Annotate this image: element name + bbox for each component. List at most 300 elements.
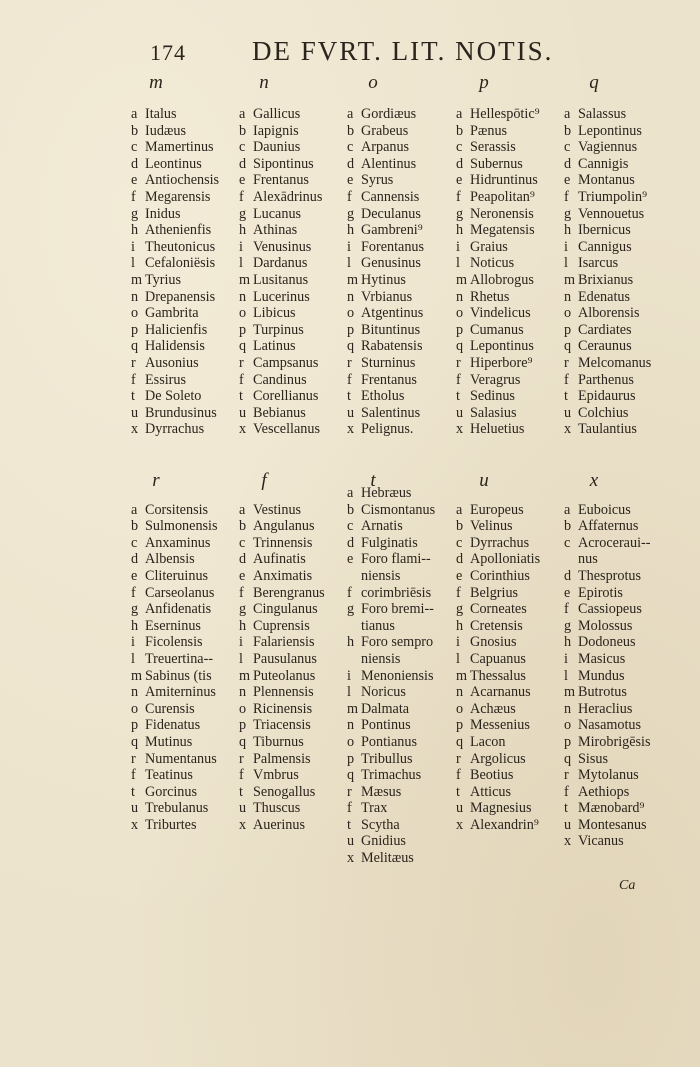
entry-name: Taulantius — [578, 421, 637, 438]
abbreviation-entry — [239, 123, 322, 140]
entry-name: Acroceraui-- — [578, 534, 651, 551]
abbreviation-entry — [347, 701, 435, 718]
entry-letter: q — [239, 338, 247, 355]
entry-name: Peapolitan⁹ — [470, 188, 535, 205]
abbreviation-entry — [456, 388, 540, 405]
entry-letter: n — [347, 717, 355, 734]
entry-name: Genusinus — [361, 255, 421, 272]
entry-name: Atticus — [470, 783, 511, 800]
abbreviation-entry — [239, 139, 322, 156]
entry-name: Gnidius — [361, 833, 406, 850]
entry-name: Menoniensis — [361, 667, 434, 684]
abbreviation-entry — [239, 751, 325, 768]
entry-letter: g — [347, 205, 355, 222]
entry-name: Arpanus — [361, 139, 410, 156]
abbreviation-entry — [347, 634, 435, 651]
entry-name: Dyrrachus — [145, 421, 205, 438]
entry-name: Trinnensis — [253, 534, 313, 551]
entry-column — [456, 502, 540, 834]
entry-letter: t — [347, 388, 351, 405]
entry-name: Cassiopeus — [578, 601, 642, 618]
abbreviation-entry — [456, 502, 540, 519]
entry-name: Fidenatus — [145, 717, 201, 734]
abbreviation-entry — [347, 123, 424, 140]
entry-letter: d — [239, 155, 247, 172]
entry-column — [456, 106, 540, 438]
entry-name: Corinthius — [470, 567, 530, 584]
abbreviation-entry — [456, 601, 540, 618]
entry-name: Mæsus — [361, 783, 402, 800]
abbreviation-entry — [131, 751, 218, 768]
entry-name: Beotius — [470, 767, 514, 784]
abbreviation-entry — [564, 222, 651, 239]
abbreviation-entry — [239, 518, 325, 535]
abbreviation-entry — [456, 551, 540, 568]
abbreviation-entry — [239, 372, 322, 389]
entry-name: Isarcus — [578, 255, 619, 272]
abbreviation-entry — [131, 322, 219, 339]
abbreviation-entry — [347, 518, 435, 535]
entry-name: Trebulanus — [145, 800, 209, 817]
entry-name: Senogallus — [253, 783, 316, 800]
entry-name: Thesprotus — [578, 567, 642, 584]
entry-name: Anximatis — [253, 567, 313, 584]
entry-letter: g — [131, 601, 139, 618]
entry-letter: g — [564, 617, 572, 634]
entry-letter: p — [347, 750, 355, 767]
abbreviation-entry — [347, 405, 424, 422]
entry-letter: n — [564, 288, 572, 305]
abbreviation-entry — [131, 568, 218, 585]
entry-name: Vescellanus — [253, 421, 320, 438]
abbreviation-entry — [131, 189, 219, 206]
entry-letter: t — [347, 816, 351, 833]
entry-name: Achæus — [470, 700, 516, 717]
entry-letter: t — [564, 800, 568, 817]
abbreviation-entry — [456, 800, 540, 817]
abbreviation-entry — [131, 634, 218, 651]
abbreviation-entry — [564, 551, 651, 568]
abbreviation-entry — [131, 734, 218, 751]
entry-name: Bebianus — [253, 404, 306, 421]
entry-letter: g — [564, 205, 572, 222]
entry-letter: r — [131, 750, 136, 767]
entry-name: Antiochensis — [145, 172, 220, 189]
abbreviation-entry — [239, 338, 322, 355]
entry-name: Heluetius — [470, 421, 525, 438]
entry-letter: l — [347, 684, 351, 701]
entry-name: Auerinus — [253, 816, 306, 833]
entry-name: Scytha — [361, 816, 400, 833]
entry-letter: x — [131, 421, 139, 438]
column-letter-heading: q — [589, 72, 599, 93]
entry-name: Treuertina-- — [145, 650, 214, 667]
abbreviation-entry — [347, 388, 424, 405]
entry-letter: u — [456, 404, 464, 421]
entry-letter: m — [347, 271, 359, 288]
entry-name: Mænobard⁹ — [578, 800, 645, 817]
entry-name: Cingulanus — [253, 601, 318, 618]
abbreviation-entry — [564, 751, 651, 768]
entry-name: Molossus — [578, 617, 633, 634]
entry-letter: d — [347, 155, 355, 172]
abbreviation-entry — [456, 189, 540, 206]
entry-letter: p — [564, 321, 572, 338]
entry-name: Carseolanus — [145, 584, 215, 601]
entry-letter: q — [239, 733, 247, 750]
entry-letter: h — [131, 222, 139, 239]
entry-letter: t — [456, 783, 460, 800]
abbreviation-entry — [347, 651, 435, 668]
entry-name: nus — [578, 551, 598, 568]
entry-name: Atgentinus — [361, 305, 424, 322]
abbreviation-entry — [239, 568, 325, 585]
entry-name: Curensis — [145, 700, 195, 717]
abbreviation-entry — [239, 172, 322, 189]
entry-letter: n — [131, 684, 139, 701]
entry-name: Berengranus — [253, 584, 325, 601]
entry-name: Alexandrin⁹ — [470, 816, 539, 833]
entry-name: Halicienfis — [145, 321, 208, 338]
abbreviation-entry — [239, 535, 325, 552]
abbreviation-entry — [456, 751, 540, 768]
entry-letter: o — [456, 700, 464, 717]
entry-name: niensis — [361, 650, 401, 667]
abbreviation-entry — [456, 535, 540, 552]
entry-name: Salassus — [578, 106, 627, 122]
abbreviation-entry — [239, 222, 322, 239]
entry-name: Ausonius — [145, 354, 199, 371]
entry-letter: g — [239, 601, 247, 618]
entry-name: Rabatensis — [361, 338, 423, 355]
abbreviation-entry — [347, 255, 424, 272]
entry-name: Sedinus — [470, 388, 515, 405]
abbreviation-entry — [239, 651, 325, 668]
entry-name: Anxaminus — [145, 534, 211, 551]
entry-column — [131, 106, 219, 438]
entry-letter: h — [347, 634, 355, 651]
entry-name: Veragrus — [470, 371, 521, 388]
entry-letter: c — [131, 139, 138, 156]
entry-name: Dodoneus — [578, 634, 636, 651]
abbreviation-entry — [239, 502, 325, 519]
abbreviation-entry — [239, 634, 325, 651]
abbreviation-entry — [564, 322, 651, 339]
entry-name: Syrus — [361, 172, 394, 189]
abbreviation-entry — [564, 717, 651, 734]
entry-letter: h — [456, 617, 464, 634]
entry-letter: m — [456, 271, 468, 288]
entry-letter: x — [564, 421, 572, 438]
entry-name: Aufinatis — [253, 551, 306, 568]
entry-letter: f — [239, 584, 244, 601]
abbreviation-entry — [131, 717, 218, 734]
entry-letter: n — [456, 684, 464, 701]
entry-name: Corsitensis — [145, 501, 209, 518]
entry-name: Cismontanus — [361, 501, 436, 518]
abbreviation-entry — [347, 139, 424, 156]
entry-name: Foro flami-- — [361, 551, 431, 568]
abbreviation-entry — [564, 817, 651, 834]
abbreviation-entry — [131, 106, 219, 123]
abbreviation-entry — [347, 751, 435, 768]
entry-letter: r — [456, 750, 461, 767]
entry-letter: t — [564, 388, 568, 405]
entry-name: Gnosius — [470, 634, 517, 651]
entry-letter: x — [239, 421, 247, 438]
entry-letter: n — [564, 700, 572, 717]
entry-name: Corellianus — [253, 388, 319, 405]
entry-name: Sabinus (tis — [145, 667, 212, 684]
entry-letter: p — [456, 717, 464, 734]
entry-letter: p — [347, 321, 355, 338]
column-letter-heading: n — [259, 72, 269, 93]
entry-letter: t — [239, 388, 243, 405]
entry-letter: e — [131, 172, 138, 189]
entry-letter: l — [564, 255, 568, 272]
entry-letter: d — [456, 551, 464, 568]
entry-letter: f — [347, 371, 352, 388]
running-head — [150, 36, 600, 72]
entry-letter: a — [131, 106, 138, 122]
abbreviation-entry — [131, 305, 219, 322]
entry-letter: i — [239, 634, 243, 651]
entry-letter: h — [564, 222, 572, 239]
abbreviation-entry — [456, 817, 540, 834]
entry-name: corimbriēsis — [361, 584, 432, 601]
entry-letter: b — [239, 518, 247, 535]
entry-letter: p — [131, 717, 139, 734]
abbreviation-entry — [456, 585, 540, 602]
abbreviation-entry — [456, 734, 540, 751]
entry-name: Falariensis — [253, 634, 315, 651]
entry-name: Albensis — [145, 551, 195, 568]
entry-letter: a — [456, 106, 463, 122]
abbreviation-entry — [456, 717, 540, 734]
entry-name: Lepontinus — [470, 338, 534, 355]
entry-letter: l — [456, 255, 460, 272]
entry-letter: x — [564, 833, 572, 850]
entry-name: Angulanus — [253, 518, 315, 535]
abbreviation-entry — [347, 833, 435, 850]
entry-letter: h — [564, 634, 572, 651]
abbreviation-entry — [347, 189, 424, 206]
abbreviation-entry — [564, 421, 651, 438]
abbreviation-entry — [564, 355, 651, 372]
entry-letter: r — [347, 783, 352, 800]
abbreviation-entry — [564, 585, 651, 602]
entry-letter: t — [456, 388, 460, 405]
entry-name: Campsanus — [253, 354, 319, 371]
entry-letter: i — [347, 238, 351, 255]
abbreviation-entry — [564, 289, 651, 306]
entry-letter: u — [564, 404, 572, 421]
entry-letter: f — [564, 188, 569, 205]
entry-name: Vestinus — [253, 501, 302, 518]
entry-letter: a — [131, 501, 138, 518]
abbreviation-entry — [456, 289, 540, 306]
entry-name: Cardiates — [578, 321, 632, 338]
abbreviation-entry — [347, 502, 435, 519]
entry-name: Velinus — [470, 518, 513, 535]
abbreviation-entry — [347, 338, 424, 355]
entry-name: De Soleto — [145, 388, 202, 405]
entry-letter: f — [347, 800, 352, 817]
entry-letter: f — [239, 188, 244, 205]
catchword: Ca — [619, 878, 636, 893]
abbreviation-entry — [456, 272, 540, 289]
abbreviation-entry — [564, 388, 651, 405]
entry-letter: n — [239, 684, 247, 701]
abbreviation-entry — [131, 551, 218, 568]
abbreviation-entry — [456, 255, 540, 272]
entry-letter: h — [239, 222, 247, 239]
entry-letter: f — [131, 188, 136, 205]
entry-name: Edenatus — [578, 288, 631, 305]
abbreviation-entry — [347, 289, 424, 306]
entry-letter: q — [131, 733, 139, 750]
abbreviation-entry — [347, 421, 424, 438]
abbreviation-entry — [456, 305, 540, 322]
entry-letter: f — [131, 584, 136, 601]
entry-letter: h — [131, 617, 139, 634]
abbreviation-entry — [456, 206, 540, 223]
entry-name: Messenius — [470, 717, 530, 734]
entry-letter: o — [131, 700, 139, 717]
entry-letter: f — [564, 371, 569, 388]
entry-name: Daunius — [253, 139, 301, 156]
entry-name: Tiburnus — [253, 733, 304, 750]
abbreviation-entry — [456, 355, 540, 372]
entry-letter: m — [131, 667, 143, 684]
abbreviation-entry — [239, 305, 322, 322]
entry-name: Bituntinus — [361, 321, 421, 338]
entry-letter: x — [456, 421, 464, 438]
abbreviation-entry — [564, 206, 651, 223]
entry-name: Neronensis — [470, 205, 534, 222]
abbreviation-entry — [131, 601, 218, 618]
abbreviation-entry — [239, 322, 322, 339]
entry-letter: e — [564, 584, 571, 601]
abbreviation-entry — [347, 668, 435, 685]
entry-name: Euboicus — [578, 501, 631, 518]
entry-name: Lusitanus — [253, 271, 309, 288]
entry-letter: b — [131, 518, 139, 535]
entry-name: Pontinus — [361, 717, 411, 734]
abbreviation-entry — [564, 372, 651, 389]
abbreviation-entry — [347, 305, 424, 322]
abbreviation-entry — [239, 668, 325, 685]
column-letter-heading: t — [370, 470, 376, 491]
abbreviation-entry — [347, 239, 424, 256]
abbreviation-entry — [347, 106, 424, 123]
entry-name: Foro sempro — [361, 634, 434, 651]
entry-letter: l — [239, 255, 243, 272]
abbreviation-entry — [456, 784, 540, 801]
entry-letter: p — [239, 321, 247, 338]
abbreviation-entry — [347, 618, 435, 635]
entry-letter: o — [239, 305, 247, 322]
entry-letter: c — [347, 518, 354, 535]
abbreviation-entry — [456, 322, 540, 339]
abbreviation-entry — [456, 568, 540, 585]
entry-letter: u — [239, 800, 247, 817]
abbreviation-entry — [564, 734, 651, 751]
abbreviation-entry — [131, 239, 219, 256]
abbreviation-entry — [347, 717, 435, 734]
entry-column — [347, 485, 435, 867]
entry-name: Serassis — [470, 139, 516, 156]
abbreviation-entry — [456, 405, 540, 422]
abbreviation-entry — [131, 338, 219, 355]
abbreviation-entry — [131, 355, 219, 372]
entry-letter: o — [347, 733, 355, 750]
abbreviation-entry — [239, 421, 322, 438]
abbreviation-entry — [131, 784, 218, 801]
entry-name: Triburtes — [145, 816, 197, 833]
entry-name: Hidruntinus — [470, 172, 538, 189]
abbreviation-entry — [564, 338, 651, 355]
entry-letter: b — [239, 122, 247, 139]
entry-name: Inidus — [145, 205, 181, 222]
entry-letter: f — [456, 371, 461, 388]
entry-letter: i — [564, 238, 568, 255]
abbreviation-entry — [131, 585, 218, 602]
entry-name: Ricinensis — [253, 700, 313, 717]
entry-name: Triacensis — [253, 717, 311, 734]
entry-name: Masicus — [578, 650, 626, 667]
entry-name: Vindelicus — [470, 305, 531, 322]
column-letter-heading: p — [479, 72, 489, 93]
entry-name: Gambreni⁹ — [361, 222, 423, 239]
abbreviation-entry — [131, 172, 219, 189]
entry-name: Grabeus — [361, 122, 409, 139]
entry-letter: d — [564, 567, 572, 584]
entry-name: Numentanus — [145, 750, 217, 767]
entry-name: Butrotus — [578, 684, 627, 701]
entry-letter: l — [347, 255, 351, 272]
abbreviation-entry — [456, 618, 540, 635]
entry-name: Theutonicus — [145, 238, 216, 255]
entry-name: Turpinus — [253, 321, 304, 338]
entry-name: Triumpolin⁹ — [578, 188, 648, 205]
entry-letter: c — [239, 139, 246, 156]
entry-name: Latinus — [253, 338, 296, 355]
abbreviation-entry — [564, 106, 651, 123]
entry-letter: a — [456, 501, 463, 518]
entry-name: Thessalus — [470, 667, 526, 684]
entry-name: Lacon — [470, 733, 506, 750]
entry-name: Thuscus — [253, 800, 301, 817]
entry-column — [564, 502, 651, 850]
entry-name: Frentanus — [253, 172, 309, 189]
entry-name: Sipontinus — [253, 155, 314, 172]
entry-name: Vagiennus — [578, 139, 638, 156]
entry-letter: d — [347, 534, 355, 551]
entry-letter: f — [131, 371, 136, 388]
abbreviation-entry — [564, 139, 651, 156]
entry-letter: r — [456, 354, 461, 371]
entry-letter: q — [456, 338, 464, 355]
abbreviation-entry — [239, 355, 322, 372]
abbreviation-entry — [131, 817, 218, 834]
abbreviation-entry — [239, 717, 325, 734]
abbreviation-entry — [564, 189, 651, 206]
column-letter-heading: x — [589, 470, 599, 491]
entry-letter: g — [131, 205, 139, 222]
entry-letter: g — [347, 601, 355, 618]
entry-letter: r — [347, 354, 352, 371]
